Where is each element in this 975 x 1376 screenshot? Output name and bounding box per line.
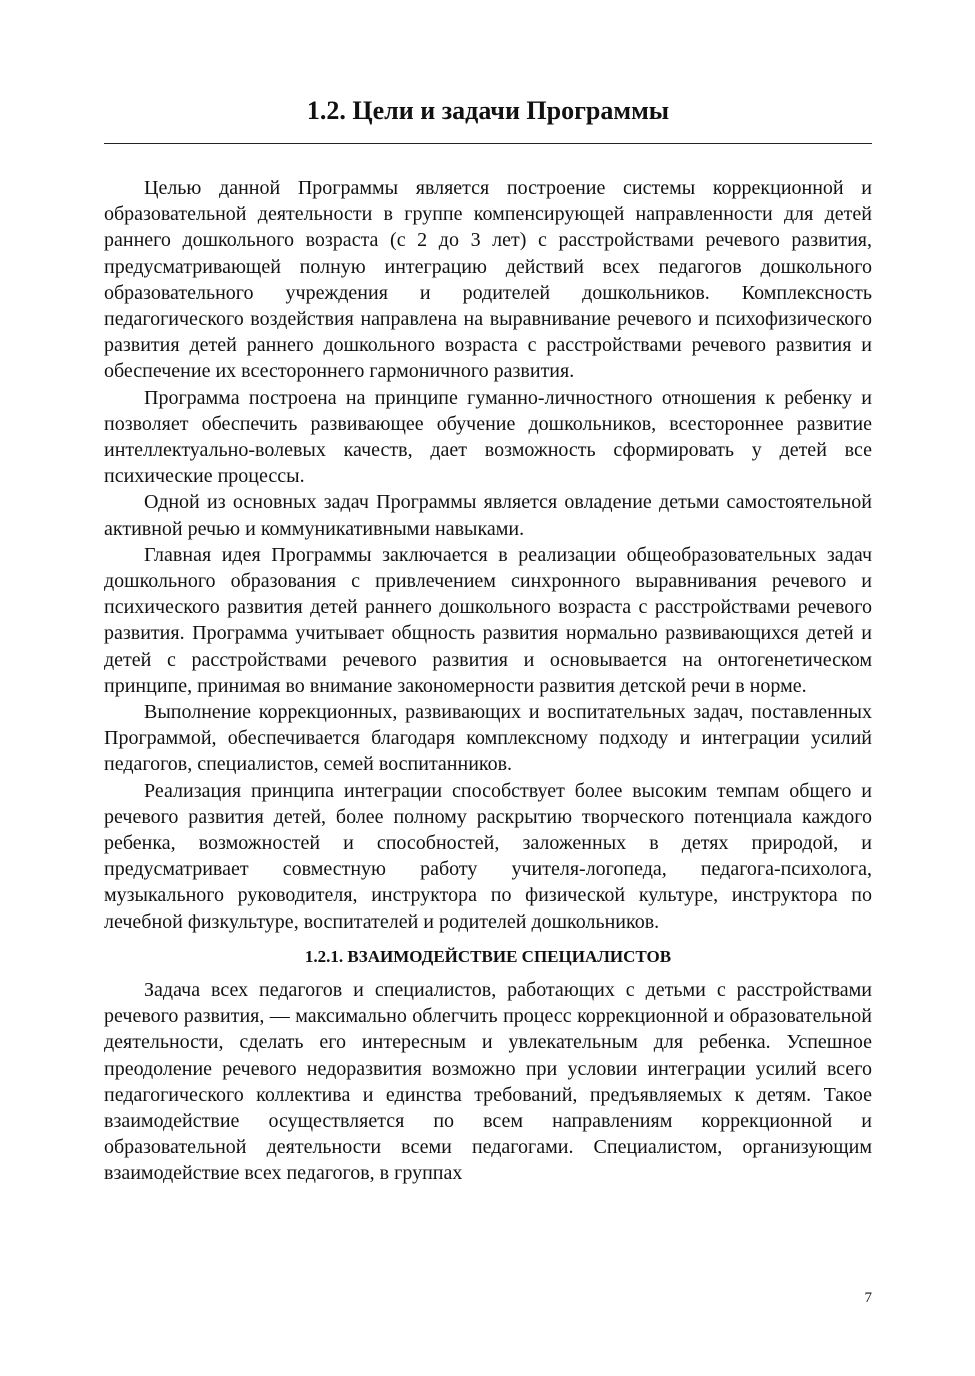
paragraph: Реализация принципа интеграции способствует более высоким темпам общего и речевого развития детей, более полному раскрытию творческого потенциала каждого ребенка, возможностей и способностей, заложенных в детях природой, и предусматривает совместную работу учителя-логопеда, педагога-психолога, музыкального руководителя, инструктора по физической культуре, инструктора по лечебной физкультуре, воспитателей и родителей дошкольников. [104,779,872,933]
page-number: 7 [864,1290,872,1306]
subsection-title: 1.2.1. ВЗАИМОДЕЙСТВИЕ СПЕЦИАЛИСТОВ [304,946,672,966]
paragraph: Главная идея Программы заключается в реализации общеобразовательных задач дошкольного образования с привлечением синхронного выравнивания речевого и психического развития детей раннего дошкольного возраста с расстройствами речевого развития. Программа учитывает общность развития нормально развивающихся детей и детей с расстройствами речевого развития и основывается на онтогенетическом принципе, принимая во внимание закономерности развития детской речи в норме. [104,543,872,697]
paragraph: Целью данной Программы является построение системы коррекционной и образовательной деятельности в группе компенсирующей направленности для детей раннего дошкольного возраста (с 2 до 3 лет) с расстройствами речевого развития, предусматривающей полную интеграцию действий всех педагогов дошкольного образовательного учреждения и родителей дошкольников. Комплексность педагогического воздействия направлена на выравнивание речевого и психофизического развития детей раннего дошкольного возраста с расстройствами речевого развития и обеспечение их всестороннего гармоничного развития. [104,177,872,383]
paragraph: Одной из основных задач Программы является овладение детьми самостоятельной активной речью и коммуникативными навыками. [104,491,872,540]
title-rule [104,143,872,144]
section-title: 1.2. Цели и задачи Программы [306,96,670,125]
paragraph: Выполнение коррекционных, развивающих и воспитательных задач, поставленных Программой, обеспечивается благодаря комплексному подходу и интеграции усилий педагогов, специалистов, семей воспитанников. [104,701,872,776]
body-text [104,175,872,1187]
paragraph: Программа построена на принципе гуманно-личностного отношения к ребенку и позволяет обеспечить развивающее обучение дошкольников, всестороннее развитие интеллектуально-волевых качеств, дает возможность сформировать у детей все психические процессы. [104,386,872,488]
paragraph: Задача всех педагогов и специалистов, работающих с детьми с расстройствами речевого развития, — максимально облегчить процесс коррекционной и образовательной деятельности, сделать его интересным и увлекательным для ребенка. Успешное преодоление речевого недоразвития возможно при условии интеграции усилий всего педагогического коллектива и единства требований, предъявляемых к детям. Такое взаимодействие осуществляется по всем направлениям коррекционной и образовательной деятельности всеми педагогами. Специалистом, организующим взаимодействие всех педагогов, в группах [104,978,872,1185]
